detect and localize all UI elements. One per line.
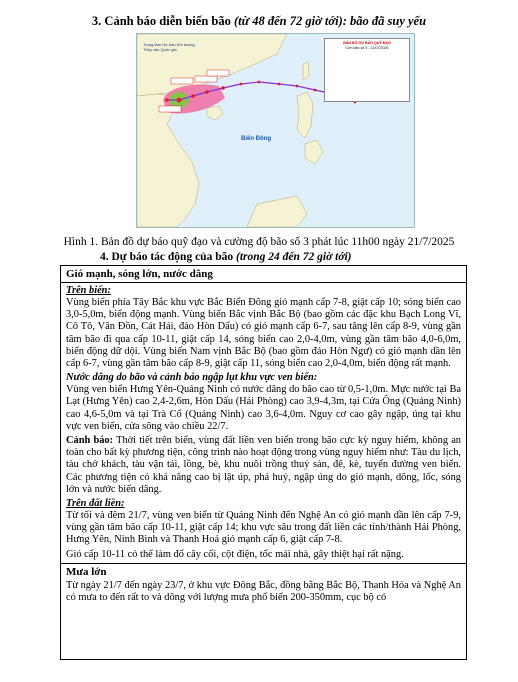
warning-paragraph xyxy=(61,435,466,496)
wind-section-title: Gió mạnh, sóng lớn, nước dâng xyxy=(61,266,466,283)
divider xyxy=(61,563,466,564)
section-4-heading xyxy=(100,251,352,263)
legend-title: BẢN ĐỒ DỰ BÁO QUỸ ĐẠO xyxy=(343,41,391,45)
section-4-heading-text: 4. Dự báo tác động của bão xyxy=(100,251,234,263)
map-legend xyxy=(324,38,410,102)
figure-caption: Hình 1. Bản đồ dự báo quỹ đạo và cường độ bão số 3 phát lúc 11h00 ngày 21/7/2025 xyxy=(63,236,455,248)
land-subheading: Trên đất liền: xyxy=(66,498,125,510)
legend-subtitle: Cơn bão số 3 - 21/07/2025 xyxy=(345,45,389,50)
sea-label: Biển Đông xyxy=(241,136,271,142)
section-4-heading-note: (trong 24 đến 72 giờ tới) xyxy=(235,251,352,263)
sea-paragraph: Vùng biển phía Tây Bắc khu vực Bắc Biển Đông gió mạnh cấp 7-8, giật cấp 10; sóng biển cao 3,0-5,0m, biển động mạnh. Vùng biển Bắc vịnh Bắc Bộ (bao gồm các đặc khu Bạch Long Vĩ, Cô Tô, Vân Đồn, Cát Hải, đảo Hòn Dấu) có gió mạnh cấp 6-7, sau tăng lên cấp 8-9, vùng gần tâm bão đi qua cấp 10-11, giật cấp 14, sóng biển cao 2,0-4,0m, vùng gần tâm bão 4,0-6,0m, biển động dữ dội. Vùng biển Nam vịnh Bắc Bộ (bao gồm đảo Hòn Ngư) có gió mạnh dần lên cấp 6-7, vùng gần tâm bão cấp 8-9, giật cấp 11, sóng biển cao 2,0-4,0m, biển động rất mạnh. xyxy=(66,297,461,370)
section-3-heading xyxy=(0,14,518,29)
agency-logo-text: Trung tâm Dự báo Khí tượng Thủy văn Quốc gia xyxy=(143,42,195,52)
surge-subheading: Nước dâng do bão và cảnh báo ngập lụt khu vực ven biển: xyxy=(66,372,318,384)
warning-text: Thời tiết trên biển, vùng đất liền ven biển trong bão cực kỳ nguy hiểm, không an toàn cho bất kỳ phương tiện, công trình nào hoạt động trong vùng nguy hiểm như: Tàu du lịch, tàu chở khách, tàu vận tải, lồng, bè, khu nuôi trồng thuỷ sản, đê, kè, tuyến đường ven biển. Các phương tiện có khả năng cao bị lật úp, phá huỷ, ngập úng do gió mạnh, dông, lốc, sóng lớn và nước biển dâng. xyxy=(66,435,462,495)
land-paragraph-1: Từ tối và đêm 21/7, vùng ven biển từ Quảng Ninh đến Nghệ An có gió mạnh dần lên cấp 7-9, vùng gần tâm bão cấp 10-11, giật cấp 14; khu vực sâu trong đất liền các tỉnh/thành Hải Phòng, Hưng Yên, Ninh Bình và Thanh Hoá gió mạnh cấp 6, giật cấp 7-8. xyxy=(66,510,461,546)
section-3-heading-text: 3. Cảnh báo diễn biến bão xyxy=(91,14,231,28)
rain-paragraph: Từ ngày 21/7 đến ngày 23/7, ở khu vực Đông Bắc, đồng bằng Bắc Bộ, Thanh Hóa và Nghệ An có mưa to đến rất to và dông với lượng mưa phổ biến 200-350mm, cục bộ có xyxy=(66,579,461,604)
section-3-heading-note: (từ 48 đến 72 giờ tới): bão đã suy yếu xyxy=(233,14,427,28)
land-paragraph-2: Gió cấp 10-11 có thể làm đổ cây cối, cột điện, tốc mái nhà, gây thiệt hại rất nặng. xyxy=(66,548,404,560)
surge-paragraph: Vùng ven biển Hưng Yên-Quảng Ninh có nước dâng do bão cao từ 0,5-1,0m. Mực nước tại Ba Lạt (Hưng Yên) cao 2,4-2,6m, Hòn Dấu (Hải Phòng) cao 3,9-4,3m, tại Cửa Ông (Quảng Ninh) cao 4,6-5,0m và tại Trà Cổ (Quảng Ninh) cao 3,6-4,0m. Nguy cơ cao gây ngập, úng tại khu vực ven biển, cửa sông vào chiều 22/7. xyxy=(66,384,461,432)
impact-table xyxy=(60,265,467,660)
warning-label: Cảnh báo: xyxy=(66,435,114,447)
rain-section-title: Mưa lớn xyxy=(66,565,107,578)
storm-forecast-map xyxy=(136,33,415,228)
sea-subheading: Trên biển: xyxy=(66,285,111,296)
